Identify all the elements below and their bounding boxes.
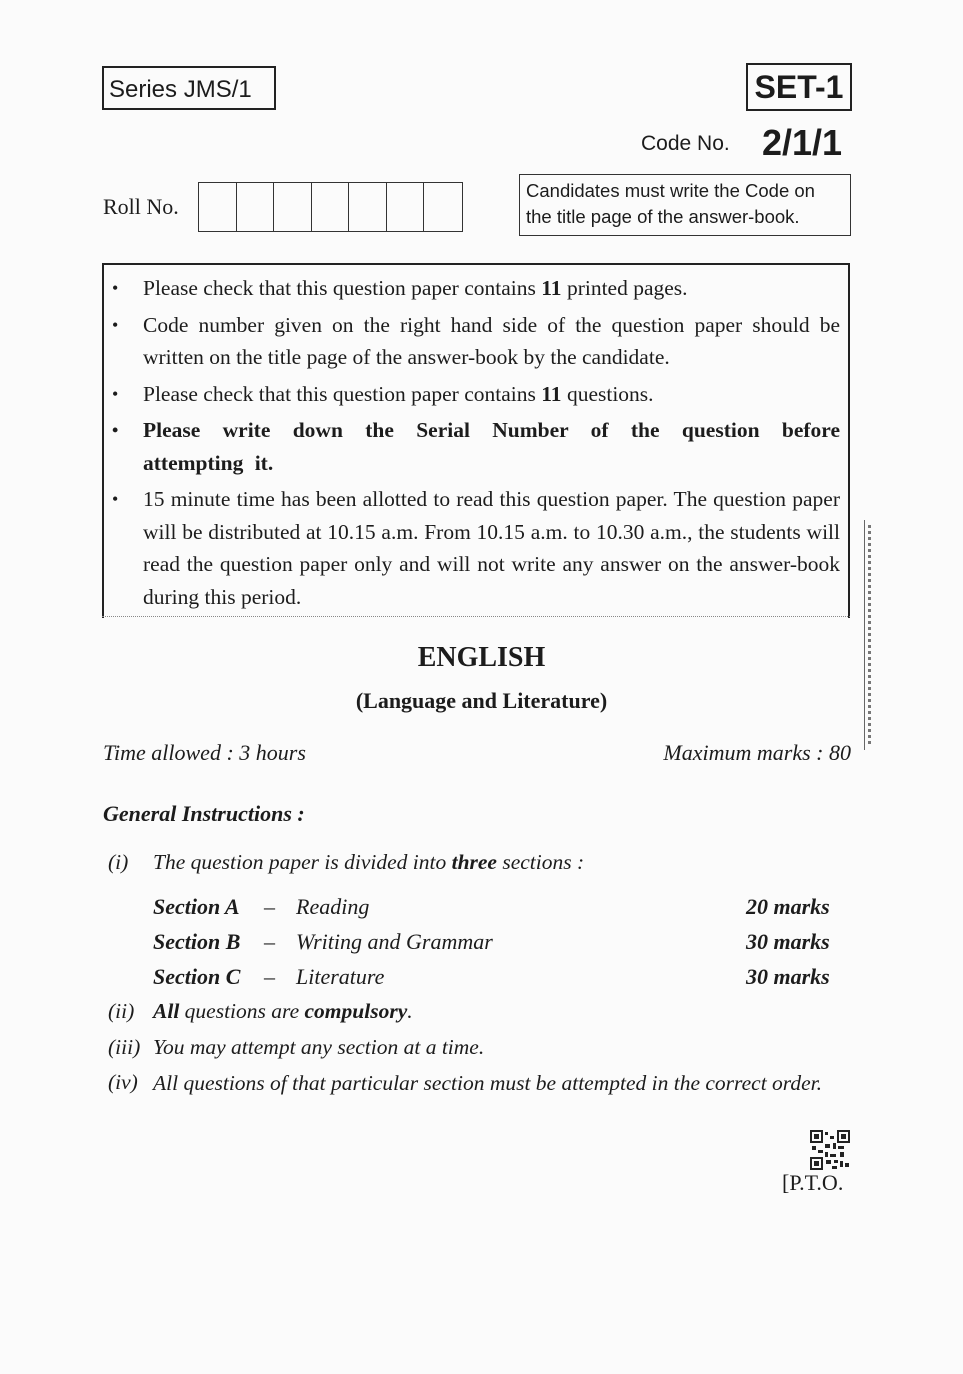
subject-subtitle: (Language and Literature): [355, 688, 608, 713]
section-dash: –: [264, 894, 275, 919]
notice-item: • Code number given on the right hand side of the question paper should be written on the title page of the answer-book by the candidate.: [110, 309, 840, 374]
section-marks: 30 marks: [746, 964, 830, 989]
section-name: Writing and Grammar: [296, 929, 493, 954]
section-name: Reading: [296, 894, 370, 919]
section-dash: –: [264, 929, 275, 954]
section-marks: 20 marks: [746, 894, 830, 919]
notice-item: • 15 minute time has been allotted to read this question paper. The question paper will be distributed at 10.15 a.m. From 10.15 a.m. to 10.30 a.m., the students will read the question paper only and will not write any answer on the answer-book during this period.: [110, 483, 840, 613]
instruction-text: All questions of that particular section must be attempted in the correct order.: [153, 1071, 823, 1095]
notice-item: • Please check that this question paper contains 11 questions.: [110, 378, 840, 411]
general-instructions-heading: General Instructions :: [103, 801, 305, 826]
set-label: SET-1: [746, 63, 852, 111]
instruction-number: (iii): [108, 1035, 141, 1059]
notice-list: [110, 272, 840, 617]
notice-item: • Please check that this question paper contains 11 printed pages.: [110, 272, 840, 305]
roll-label: Roll No.: [103, 194, 179, 219]
section-label: Section C: [153, 964, 241, 989]
section-name: Literature: [296, 964, 385, 989]
instruction-number: (iv): [108, 1070, 138, 1094]
instruction-text: You may attempt any section at a time.: [153, 1035, 485, 1059]
roll-digit-box[interactable]: [387, 183, 425, 231]
roll-digit-box[interactable]: [349, 183, 387, 231]
section-marks: 30 marks: [746, 929, 830, 954]
qr-code-icon: [810, 1130, 850, 1170]
margin-dots: [868, 525, 871, 745]
instruction-text: The question paper is divided into three sections :: [153, 850, 585, 874]
subject-title: ENGLISH: [417, 642, 546, 673]
code-note: Candidates must write the Code on the title page of the answer-book.: [519, 174, 851, 236]
time-allowed: Time allowed : 3 hours: [103, 740, 306, 765]
roll-digit-box[interactable]: [274, 183, 312, 231]
section-dash: –: [264, 964, 275, 989]
roll-number-boxes[interactable]: [198, 182, 463, 232]
series-label: Series JMS/1: [102, 66, 276, 110]
code-label: Code No.: [641, 132, 730, 155]
maximum-marks: Maximum marks : 80: [663, 740, 851, 765]
roll-digit-box[interactable]: [312, 183, 350, 231]
instruction-number: (i): [108, 850, 129, 874]
code-value: 2/1/1: [762, 122, 843, 163]
roll-digit-box[interactable]: [424, 183, 462, 231]
notice-item: • Please write down the Serial Number of the question before attempting it.: [110, 414, 840, 479]
instruction-text: All questions are compulsory.: [153, 999, 413, 1023]
pto-label: [P.T.O.: [782, 1170, 844, 1195]
section-label: Section B: [153, 929, 241, 954]
roll-digit-box[interactable]: [237, 183, 275, 231]
section-label: Section A: [153, 894, 240, 919]
roll-digit-box[interactable]: [199, 183, 237, 231]
instruction-number: (ii): [108, 999, 135, 1023]
